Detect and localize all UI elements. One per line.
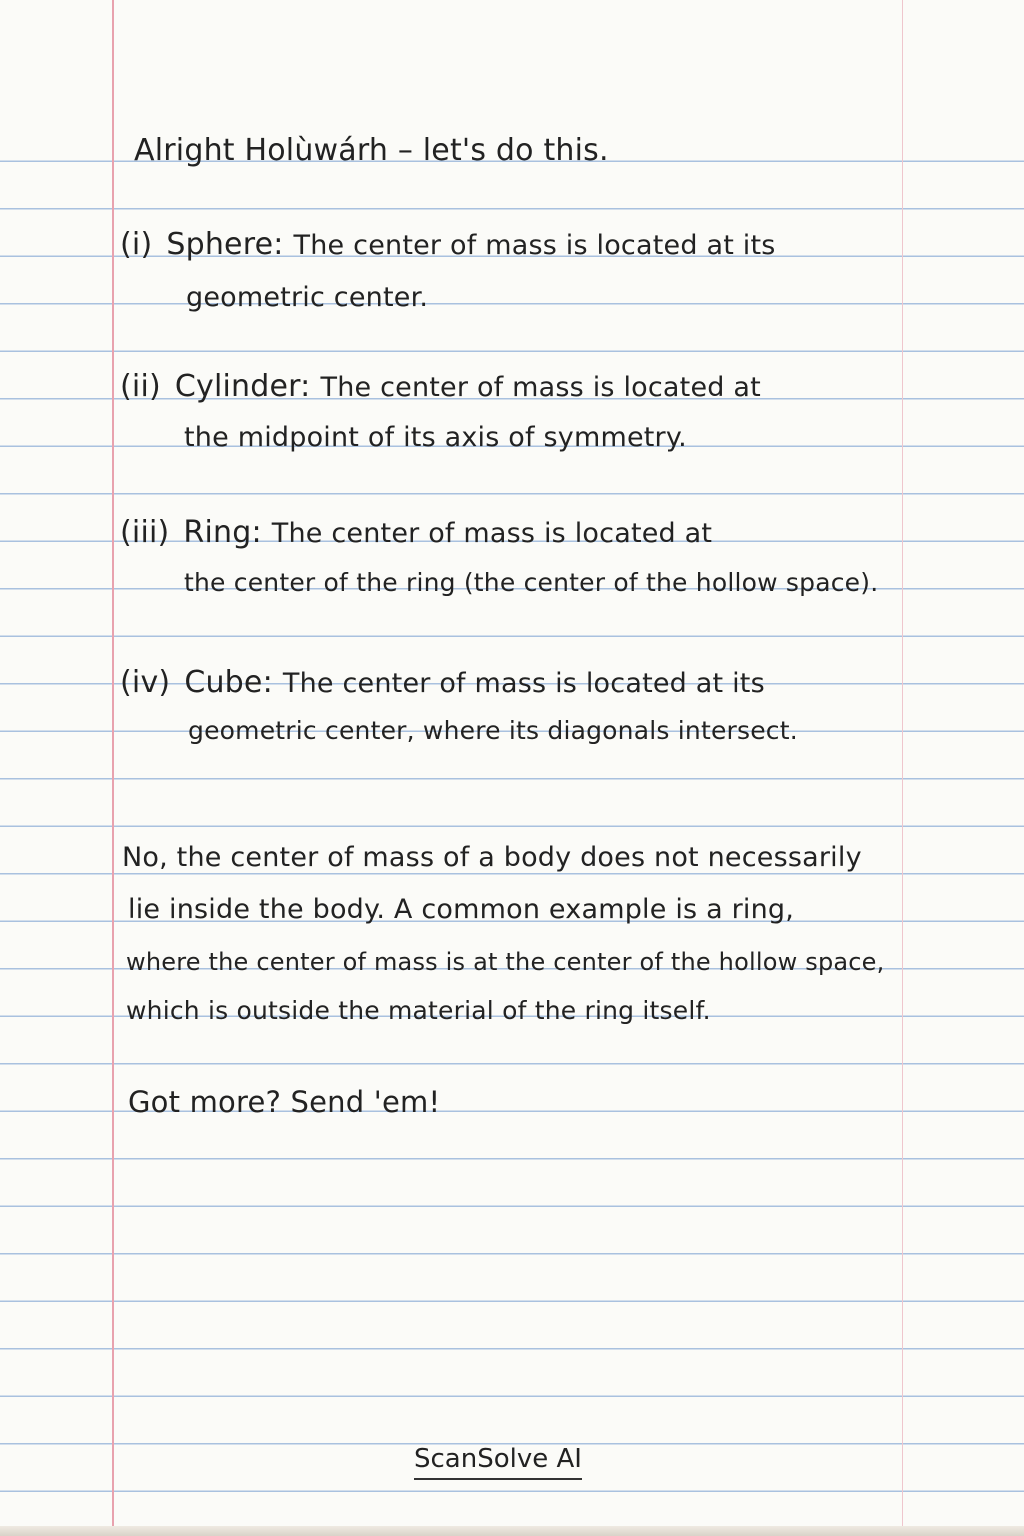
list-item-ring: [120, 515, 713, 550]
signature: ScanSolve AI: [414, 1446, 582, 1480]
item-number: (iv): [120, 665, 171, 700]
item-line2: the center of the ring (the center of the hollow space).: [184, 568, 879, 597]
list-item-cylinder: [120, 369, 761, 404]
list-item-sphere: [120, 227, 776, 262]
answer-line-2: lie inside the body. A common example is a ring,: [128, 894, 795, 925]
item-line1: The center of mass is located at: [320, 372, 761, 403]
item-number: (ii): [120, 369, 161, 404]
greeting: Alright Holùwárh – let's do this.: [134, 133, 609, 168]
item-term: Cube:: [184, 665, 273, 700]
item-line2: the midpoint of its axis of symmetry.: [184, 422, 687, 453]
page-bottom-edge: [0, 1526, 1024, 1536]
item-line1: The center of mass is located at: [271, 518, 713, 549]
list-item-cube: [120, 665, 765, 700]
item-line2: geometric center, where its diagonals intersect.: [188, 716, 798, 745]
item-line2: geometric center.: [186, 282, 429, 313]
right-margin-line: [902, 0, 903, 1536]
answer-line-4: which is outside the material of the ring itself.: [126, 996, 711, 1025]
closing-line: Got more? Send 'em!: [128, 1085, 441, 1119]
item-number: (iii): [120, 515, 170, 550]
item-line1: The center of mass is located at its: [282, 668, 765, 699]
item-term: Cylinder:: [174, 369, 311, 404]
item-number: (i): [120, 227, 153, 262]
answer-line-1: No, the center of mass of a body does not necessarily: [122, 842, 862, 873]
item-term: Sphere:: [166, 227, 284, 262]
item-line1: The center of mass is located at its: [293, 230, 776, 261]
left-margin-line: [112, 0, 114, 1536]
item-term: Ring:: [183, 515, 262, 550]
answer-line-3: where the center of mass is at the center of the hollow space,: [126, 948, 885, 976]
